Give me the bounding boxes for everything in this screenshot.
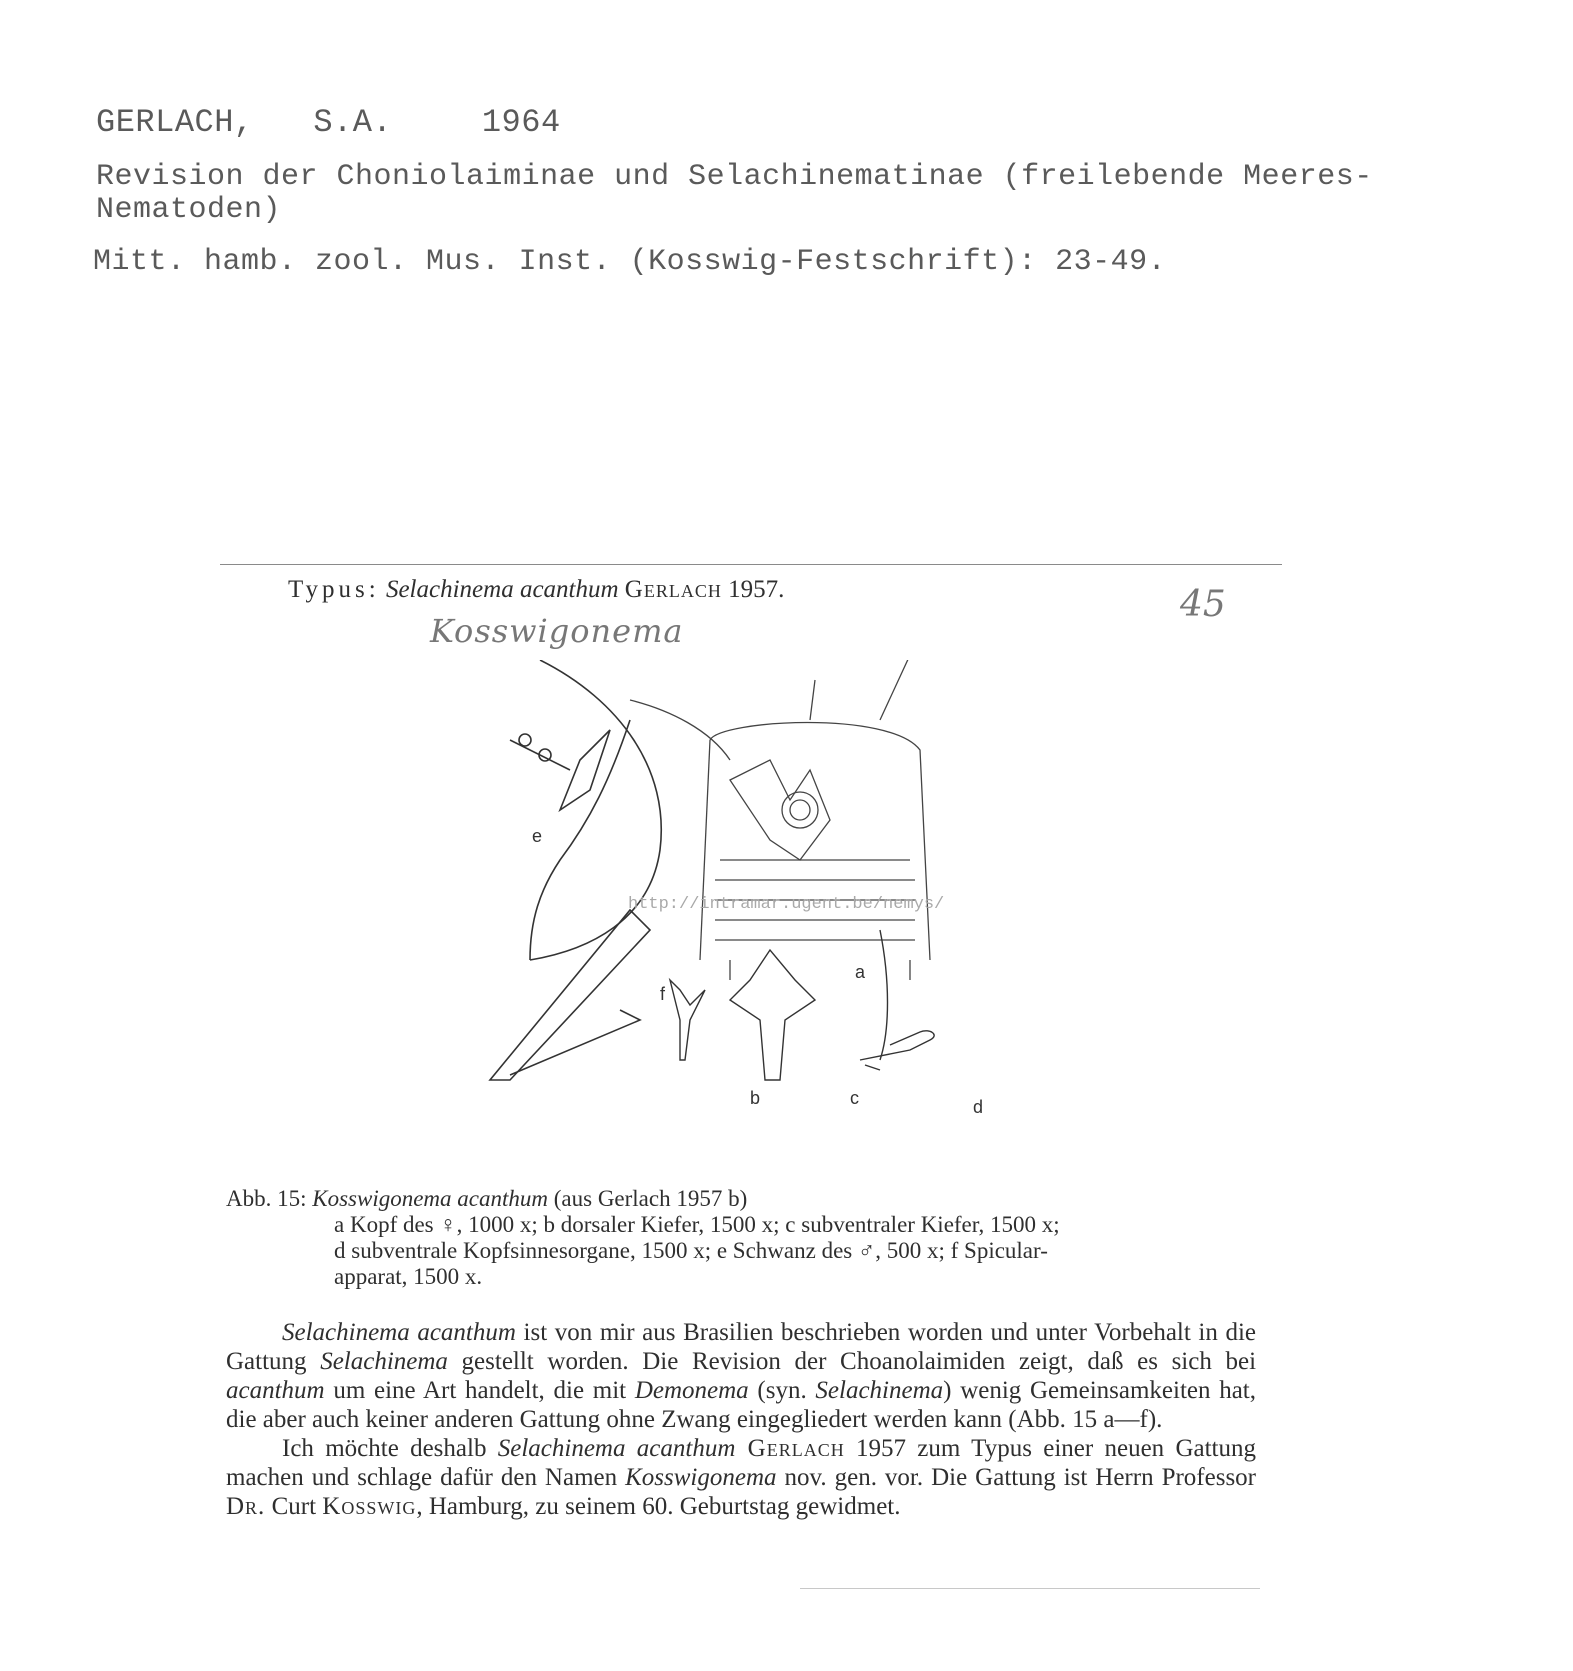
caption-line3: d subventrale Kopfsinnesorgane, 1500 x; e Schwanz des ♂, 500 x; f Spicular- bbox=[334, 1238, 1048, 1263]
typus-year: 1957. bbox=[728, 576, 785, 603]
card-source: Mitt. hamb. zool. Mus. Inst. (Kosswig-Festschrift): 23-49. bbox=[93, 245, 1167, 279]
figure-label-f: f bbox=[660, 984, 666, 1004]
figure-label-c: c bbox=[850, 1088, 859, 1108]
card-header bbox=[96, 104, 561, 141]
typus-author: Gerlach bbox=[624, 576, 722, 603]
card-title-line2: Nematoden) bbox=[96, 193, 282, 227]
typus-line bbox=[288, 576, 784, 604]
publication-year: 1964 bbox=[481, 104, 561, 141]
figure-label-a: a bbox=[855, 962, 866, 982]
figure-a-head bbox=[630, 660, 930, 980]
figure-label-d: d bbox=[973, 1097, 984, 1117]
body-text bbox=[226, 1318, 1256, 1521]
figure-d-sensilla bbox=[860, 930, 934, 1070]
handwritten-page-number: 45 bbox=[1180, 584, 1226, 625]
typus-species: Selachinema acanthum bbox=[385, 576, 619, 603]
watermark-url: http://intramar.ugent.be/nemys/ bbox=[628, 895, 945, 914]
paragraph-1: Selachinema acanthum ist von mir aus Brasilien beschrieben worden und unter Vorbehalt in die Gattung Selachinema gestellt worden. Die Revision der Choanolaimiden zeigt, daß es sich bei acanthum um eine Art handelt, die mit Demonema (syn. Selachinema) wenig Gemeinsamkeiten hat, die aber auch keiner anderen Gattung ohne Zwang eingegliedert werden kann (Abb. 15 a—f). bbox=[226, 1319, 1257, 1433]
caption-line4: apparat, 1500 x. bbox=[334, 1264, 483, 1289]
clipping-top-rule bbox=[220, 564, 1282, 565]
figure-c-jaw bbox=[730, 950, 815, 1080]
caption-line2: a Kopf des ♀, 1000 x; b dorsaler Kiefer, 1500 x; c subventraler Kiefer, 1500 x; bbox=[334, 1212, 1060, 1237]
caption-abb: Abb. 15: bbox=[226, 1186, 307, 1211]
caption-species: Kosswigonema acanthum bbox=[312, 1186, 548, 1211]
figure-15-drawing bbox=[470, 660, 1010, 1180]
figure-f-spicule bbox=[490, 910, 650, 1080]
clipping-bottom-rule bbox=[800, 1588, 1260, 1589]
card-title-line1: Revision der Choniolaiminae und Selachinematinae (freilebende Meeres- bbox=[96, 160, 1373, 194]
paragraph-2: Ich möchte deshalb Selachinema acanthum Gerlach 1957 zum Typus einer neuen Gattung machen und schlage dafür den Namen Kosswigonema nov. gen. vor. Die Gattung ist Herrn Professor Dr. Curt Kosswig, Hamburg, zu seinem 60. Geburtstag gewidmet. bbox=[226, 1435, 1256, 1520]
author-name: GERLACH, bbox=[96, 104, 254, 141]
caption-source: (aus Gerlach 1957 b) bbox=[553, 1186, 748, 1211]
figure-label-e: e bbox=[532, 826, 543, 846]
typus-label: Typus: bbox=[288, 576, 380, 603]
handwritten-genus-name: Kosswigonema bbox=[430, 612, 684, 650]
figure-caption bbox=[226, 1186, 1256, 1290]
figure-e-tail bbox=[510, 660, 661, 960]
author-initials: S.A. bbox=[313, 104, 393, 141]
figure-b-jaw bbox=[670, 980, 705, 1060]
figure-label-b: b bbox=[750, 1088, 761, 1108]
